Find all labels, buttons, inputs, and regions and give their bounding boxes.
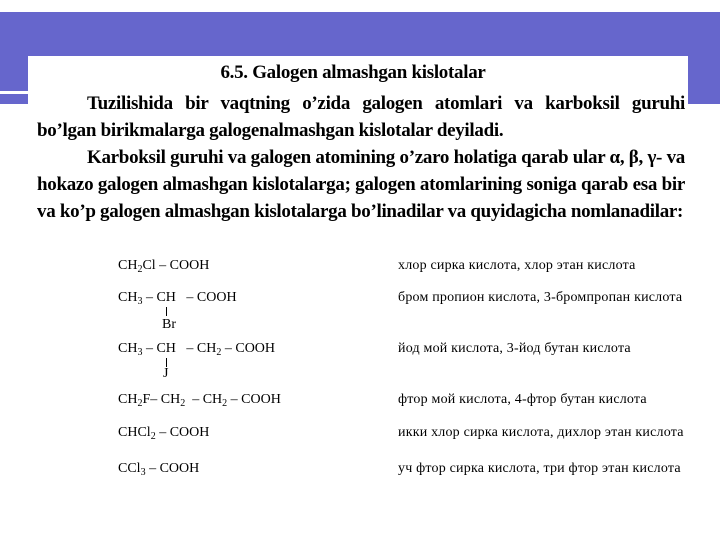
bond-line (166, 307, 167, 316)
compound-row (118, 258, 678, 278)
compound-row (118, 461, 681, 481)
compound-row (118, 392, 678, 412)
compound-formula: $CH_2F-$ $CH_2 - CH_2$ – COOH (118, 392, 281, 409)
compound-formula: CHCl$_2$ – COOH (118, 425, 210, 442)
definition-paragraph: Tuzilishida bir vaqtning o’zida galogen atomlari va karboksil guruhi bo’lgan birikmalarga galogenalmashgan kislotalar deyiladi. (37, 93, 685, 141)
compound-formula: $CH_3$ – CH – COOH (118, 290, 237, 307)
compound-row (118, 290, 683, 336)
compound-formula: CCl$_3$ – COOH (118, 461, 200, 478)
compound-row (118, 341, 678, 387)
compound-formula: $CH_2Cl$ – COOH (118, 258, 210, 275)
compound-formula: $CH_3$ – CH – $CH_2$ – COOH (118, 341, 276, 358)
compound-name: икки хлор сирка кислота, дихлор этан кислота (398, 425, 684, 440)
compound-name: бром пропион кислота, 3-бромпропан кислота (398, 290, 683, 305)
section-title: 6.5. Galogen almashgan kislotalar (220, 62, 486, 83)
compound-name: уч фтор сирка кислота, три фтор этан кислота (398, 461, 681, 476)
substituent-label: Br (162, 317, 176, 332)
slide-content (28, 56, 688, 540)
compound-name: хлор сирка кислота, хлор этан кислота (398, 258, 636, 273)
compound-row (118, 425, 684, 445)
classification-paragraph: Karboksil guruhi va galogen atomining o’zaro holatiga qarab ular α, β, γ- va hokazo galogen almashgan kislotalarga; galogen atomlarining soniga qarab esa bir va ko’p galogen almashgan kislotalarga bo’linadilar va quyidagicha nomlanadilar: (37, 147, 685, 222)
compound-name: фтор мой кислота, 4-фтор бутан кислота (398, 392, 647, 407)
substituent-label: J (163, 366, 169, 381)
compound-name: йод мой кислота, 3-йод бутан кислота (398, 341, 631, 356)
